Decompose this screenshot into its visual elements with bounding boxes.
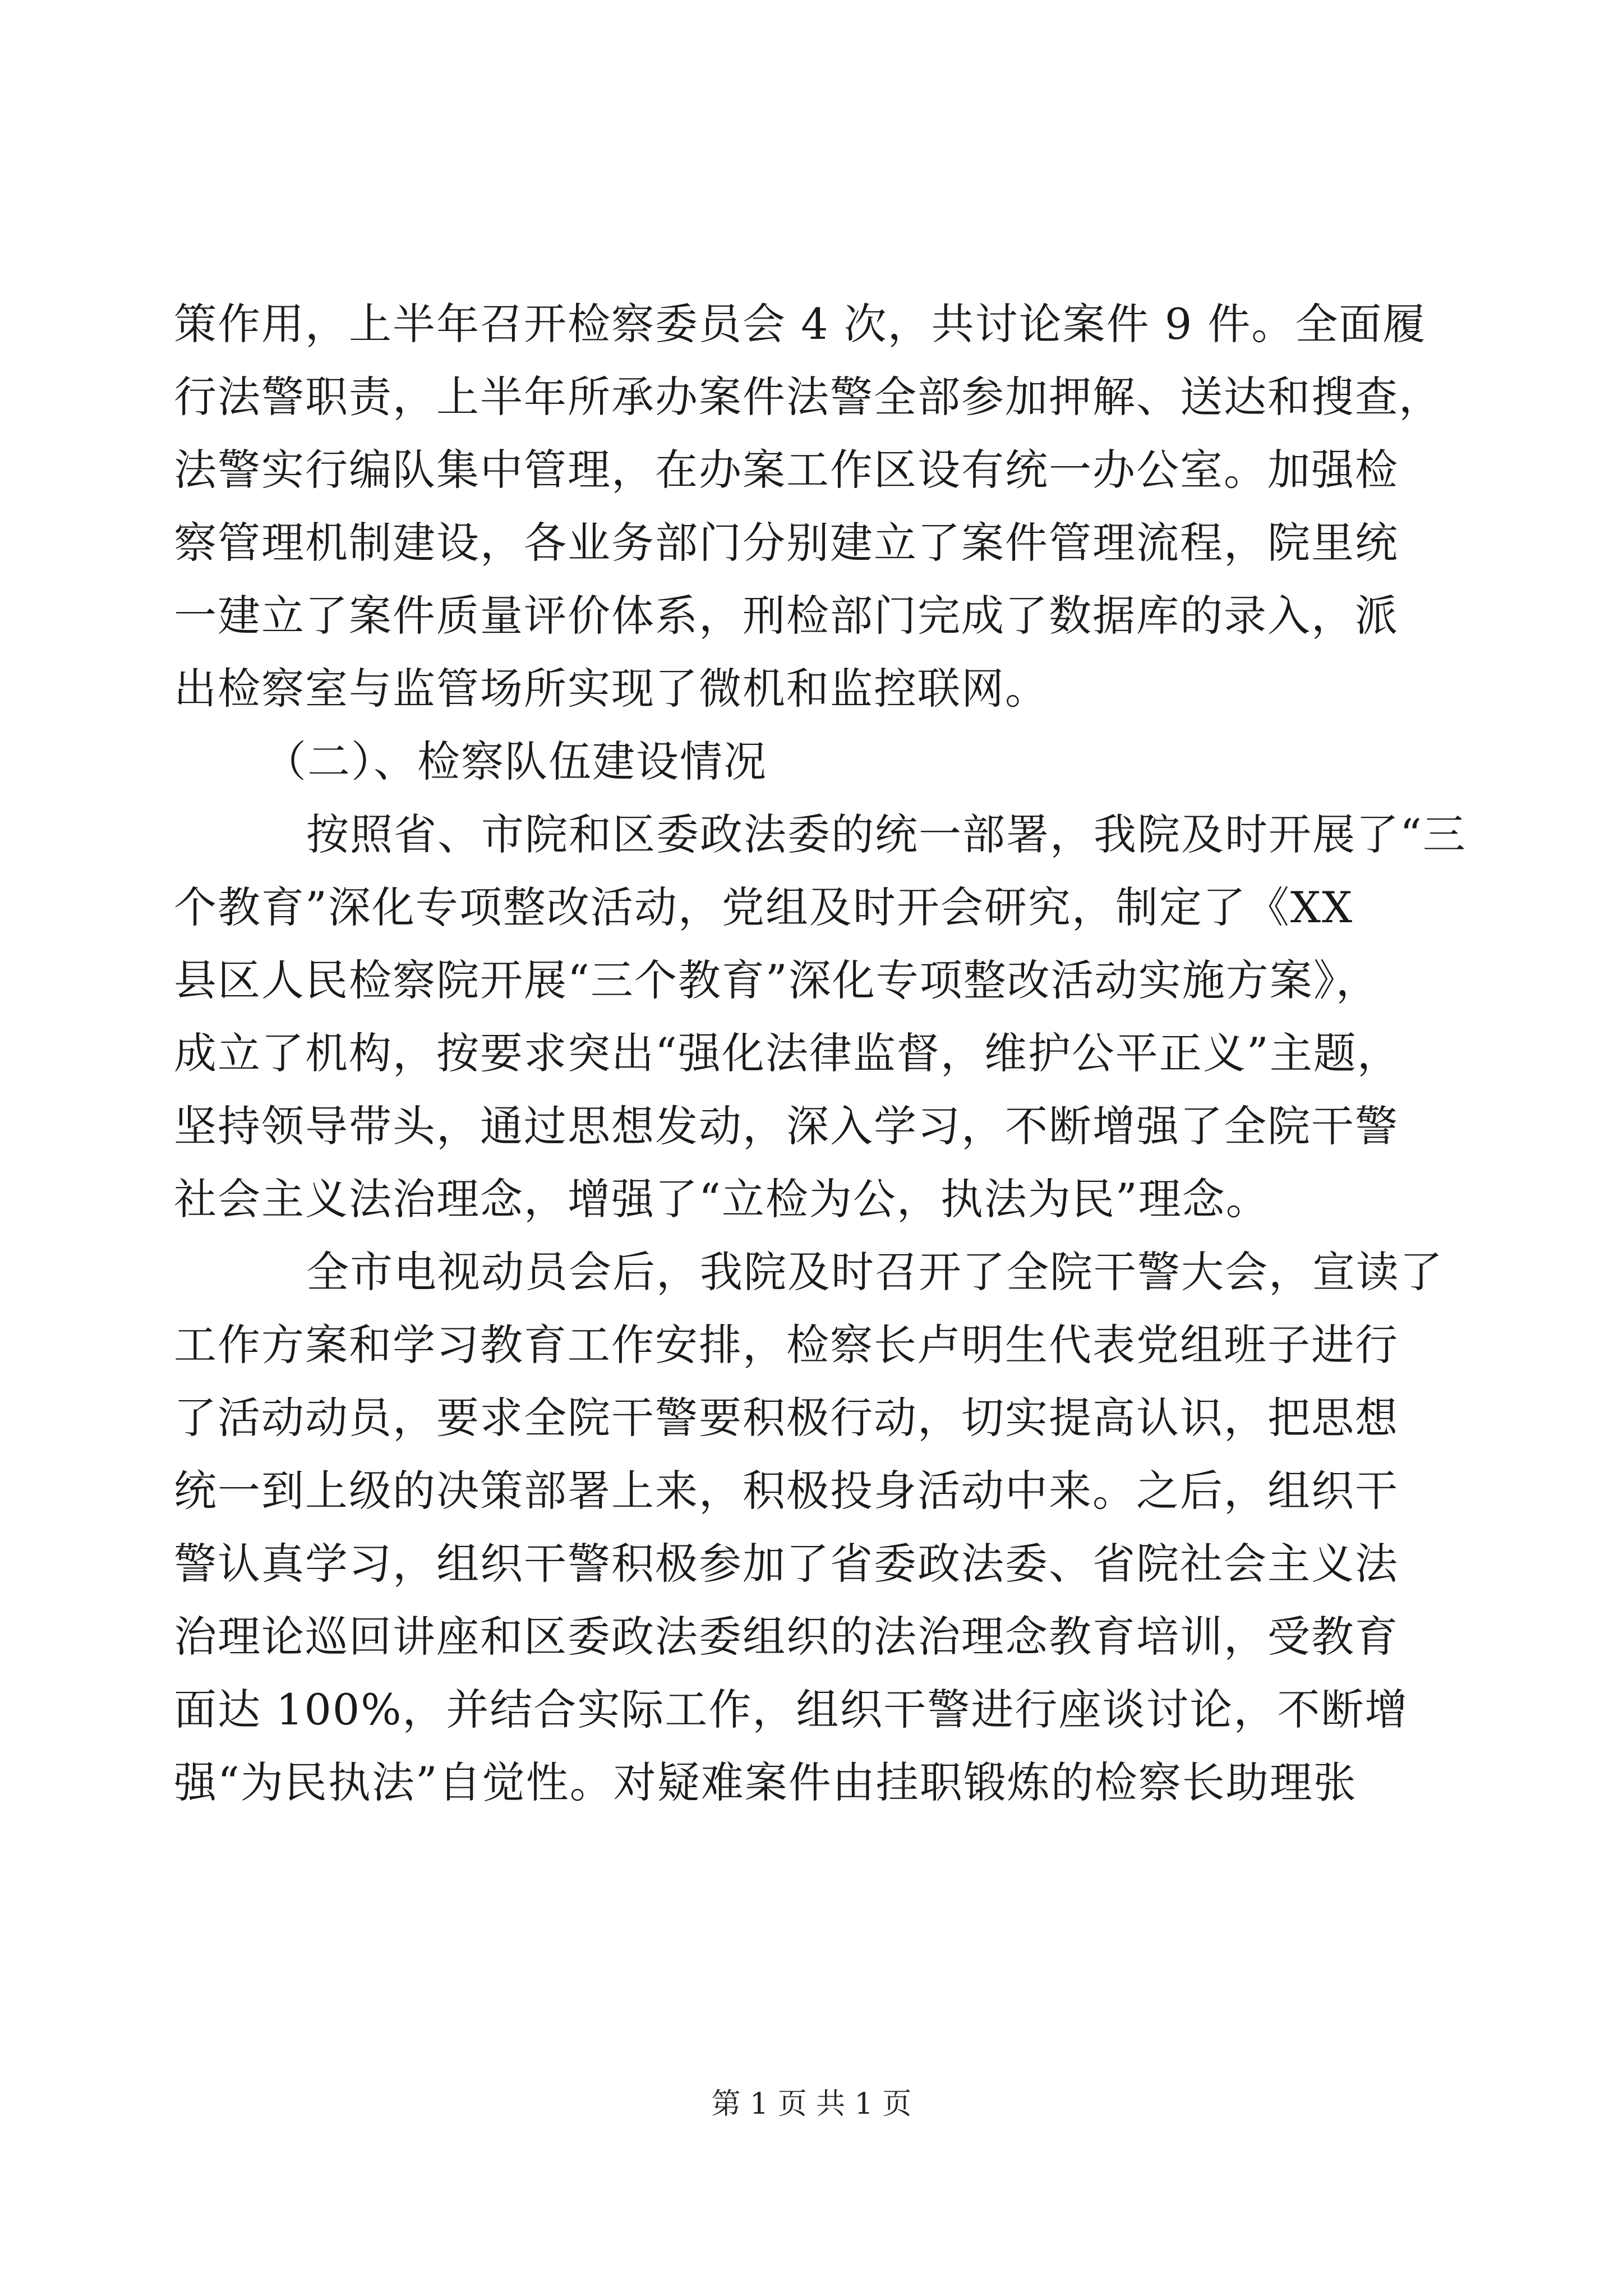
paragraph-line-17: 统一到上级的决策部署上来，积极投身活动中来。之后，组织干 <box>174 1466 1399 1516</box>
paragraph-line-2: 行法警职责，上半年所承办案件法警全部参加押解、送达和搜查， <box>174 372 1442 422</box>
paragraph-line-16: 了活动动员，要求全院干警要积极行动，切实提高认识，把思想 <box>174 1393 1399 1443</box>
paragraph-line-20: 面达 100%，并结合实际工作，组织干警进行座谈讨论，不断增 <box>174 1685 1409 1734</box>
page-number-footer: 第 1 页 共 1 页 <box>711 2087 912 2121</box>
paragraph-line-4: 察管理机制建设，各业务部门分别建立了案件管理流程，院里统 <box>174 518 1399 568</box>
paragraph-line-10: 县区人民检察院开展“三个教育”深化专项整改活动实施方案》， <box>174 955 1380 1005</box>
paragraph-line-12: 坚持领导带头，通过思想发动，深入学习，不断增强了全院干警 <box>174 1101 1399 1151</box>
section-heading: （二）、检察队伍建设情况 <box>264 737 767 786</box>
paragraph-line-19: 治理论巡回讲座和区委政法委组织的法治理念教育培训，受教育 <box>174 1612 1399 1662</box>
paragraph-line-3: 法警实行编队集中管理，在办案工作区设有统一办公室。加强检 <box>174 445 1399 495</box>
paragraph-line-1: 策作用，上半年召开检察委员会 4 次，共讨论案件 9 件。全面履 <box>174 299 1427 349</box>
paragraph-line-9: 个教育”深化专项整改活动，党组及时开会研究，制定了《XX <box>174 882 1354 932</box>
paragraph-line-21: 强“为民执法”自觉性。对疑难案件由挂职锻炼的检察长助理张 <box>174 1757 1357 1807</box>
paragraph-line-5: 一建立了案件质量评价体系，刑检部门完成了数据库的录入，派 <box>174 591 1399 641</box>
paragraph-line-6: 出检察室与监管场所实现了微机和监控联网。 <box>174 664 1049 714</box>
paragraph-line-13: 社会主义法治理念，增强了“立检为公，执法为民”理念。 <box>174 1174 1270 1224</box>
paragraph-line-15: 工作方案和学习教育工作安排，检察长卢明生代表党组班子进行 <box>174 1320 1399 1370</box>
paragraph-line-11: 成立了机构，按要求突出“强化法律监督，维护公平正义”主题， <box>174 1028 1401 1078</box>
paragraph-line-8: 按照省、市院和区委政法委的统一部署，我院及时开展了“三 <box>306 809 1467 859</box>
paragraph-line-18: 警认真学习，组织干警积极参加了省委政法委、省院社会主义法 <box>174 1539 1399 1589</box>
paragraph-line-14: 全市电视动员会后，我院及时召开了全院干警大会，宣读了 <box>306 1247 1444 1297</box>
